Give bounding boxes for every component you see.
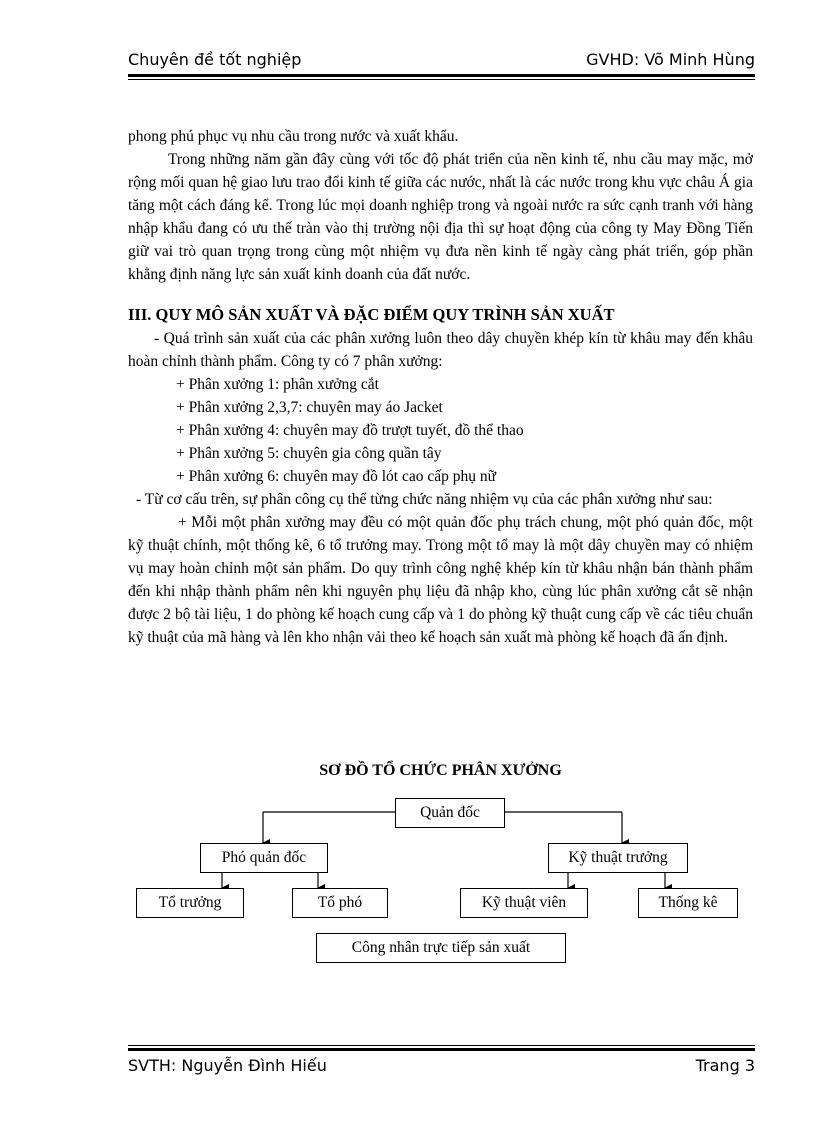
box-deputy-team-leader: Tổ phó xyxy=(292,888,388,918)
workshop-item: + Phân xưởng 1: phân xưởng cắt xyxy=(176,376,379,393)
box-chief-technician: Kỹ thuật trưởng xyxy=(548,843,688,873)
box-technician: Kỹ thuật viên xyxy=(460,888,588,918)
workshop-item: + Phân xưởng 5: chuyên gia công quần tây xyxy=(176,445,442,462)
workshop-item: + Phân xưởng 6: chuyên may đồ lót cao cấp phụ nữ xyxy=(176,468,496,485)
box-team-leader: Tổ trưởng xyxy=(136,888,244,918)
paragraph-market-context: Trong những năm gần đây cùng với tốc độ phát triển của nền kinh tế, nhu cầu may mặc, mở rộng mối quan hệ giao lưu trao đổi kinh tế giữa các nước, nhất là các nước trong khu vực châu Á gia tăng một cách đáng kể. Trong lúc mọi doanh nghiệp trong và ngoài nước ra sức cạnh tranh với hàng nhập khẩu đang có ưu thế tràn vào thị trường nội địa thì sự hoạt động của công ty May Đồng Tiến giữ vai trò quan trọng trong cùng một nhiệm vụ đưa nền kinh tế ngày càng phát triển, góp phần khẳng định năng lực sản xuất kinh doanh của đất nước. xyxy=(128,151,753,283)
footer-student: SVTH: Nguyễn Đình Hiếu xyxy=(128,1056,327,1075)
box-workers: Công nhân trực tiếp sản xuất xyxy=(316,933,566,963)
paragraph-continuation: phong phú phục vụ nhu cầu trong nước và xuất khẩu. xyxy=(128,128,459,145)
box-deputy-manager: Phó quản đốc xyxy=(200,843,328,873)
footer-rule-thick xyxy=(128,1048,755,1051)
paragraph-workshop-staff: + Mỗi một phân xưởng may đều có một quản đốc phụ trách chung, một phó quản đốc, một kỹ thuật chính, một thống kê, 6 tổ trưởng may. Trong một tổ may là một dây chuyền may có nhiệm vụ may hoàn chỉnh một sản phẩm. Do quy trình công nghệ khép kín từ khâu nhận bán thành phẩm đến khi nhập thành phẩm nên khi nguyên phụ liệu đã nhập kho, cùng lúc phân xưởng cắt sẽ nhận được 2 bộ tài liệu, 1 do phòng kế hoạch cung cấp và 1 do phòng kỹ thuật cung cấp về các tiêu chuẩn kỹ thuật của mã hàng và lên kho nhận vải theo kế hoạch sản xuất mà phòng kế hoạch đã ấn định. xyxy=(128,514,753,646)
page-number: Trang 3 xyxy=(695,1056,755,1075)
box-statistician: Thống kê xyxy=(638,888,738,918)
page-footer xyxy=(128,1056,755,1080)
header-supervisor: GVHD: Võ Minh Hùng xyxy=(586,50,755,69)
box-manager: Quản đốc xyxy=(395,798,505,828)
footer-rule-thin xyxy=(128,1045,755,1046)
paragraph-task-division: - Từ cơ cấu trên, sự phân công cụ thể từng chức năng nhiệm vụ của các phân xưởng như sau: xyxy=(136,491,713,508)
workshop-item: + Phân xưởng 2,3,7: chuyên may áo Jacket xyxy=(176,399,443,416)
header-thesis-title: Chuyên đề tốt nghiệp xyxy=(128,50,302,69)
section-heading: III. QUY MÔ SẢN XUẤT VÀ ĐẶC ĐIỂM QUY TRÌNH SẢN XUẤT xyxy=(128,305,615,324)
workshop-item: + Phân xưởng 4: chuyên may đồ trượt tuyết, đồ thể thao xyxy=(176,422,524,439)
paragraph-production-process: - Quá trình sản xuất của các phân xưởng luôn theo dây chuyền khép kín từ khâu may đến khâu hoàn chỉnh thành phẩm. Công ty có 7 phân xưởng: xyxy=(128,330,753,370)
org-chart-title: SƠ ĐỒ TỔ CHỨC PHÂN XƯỞNG xyxy=(319,762,562,779)
